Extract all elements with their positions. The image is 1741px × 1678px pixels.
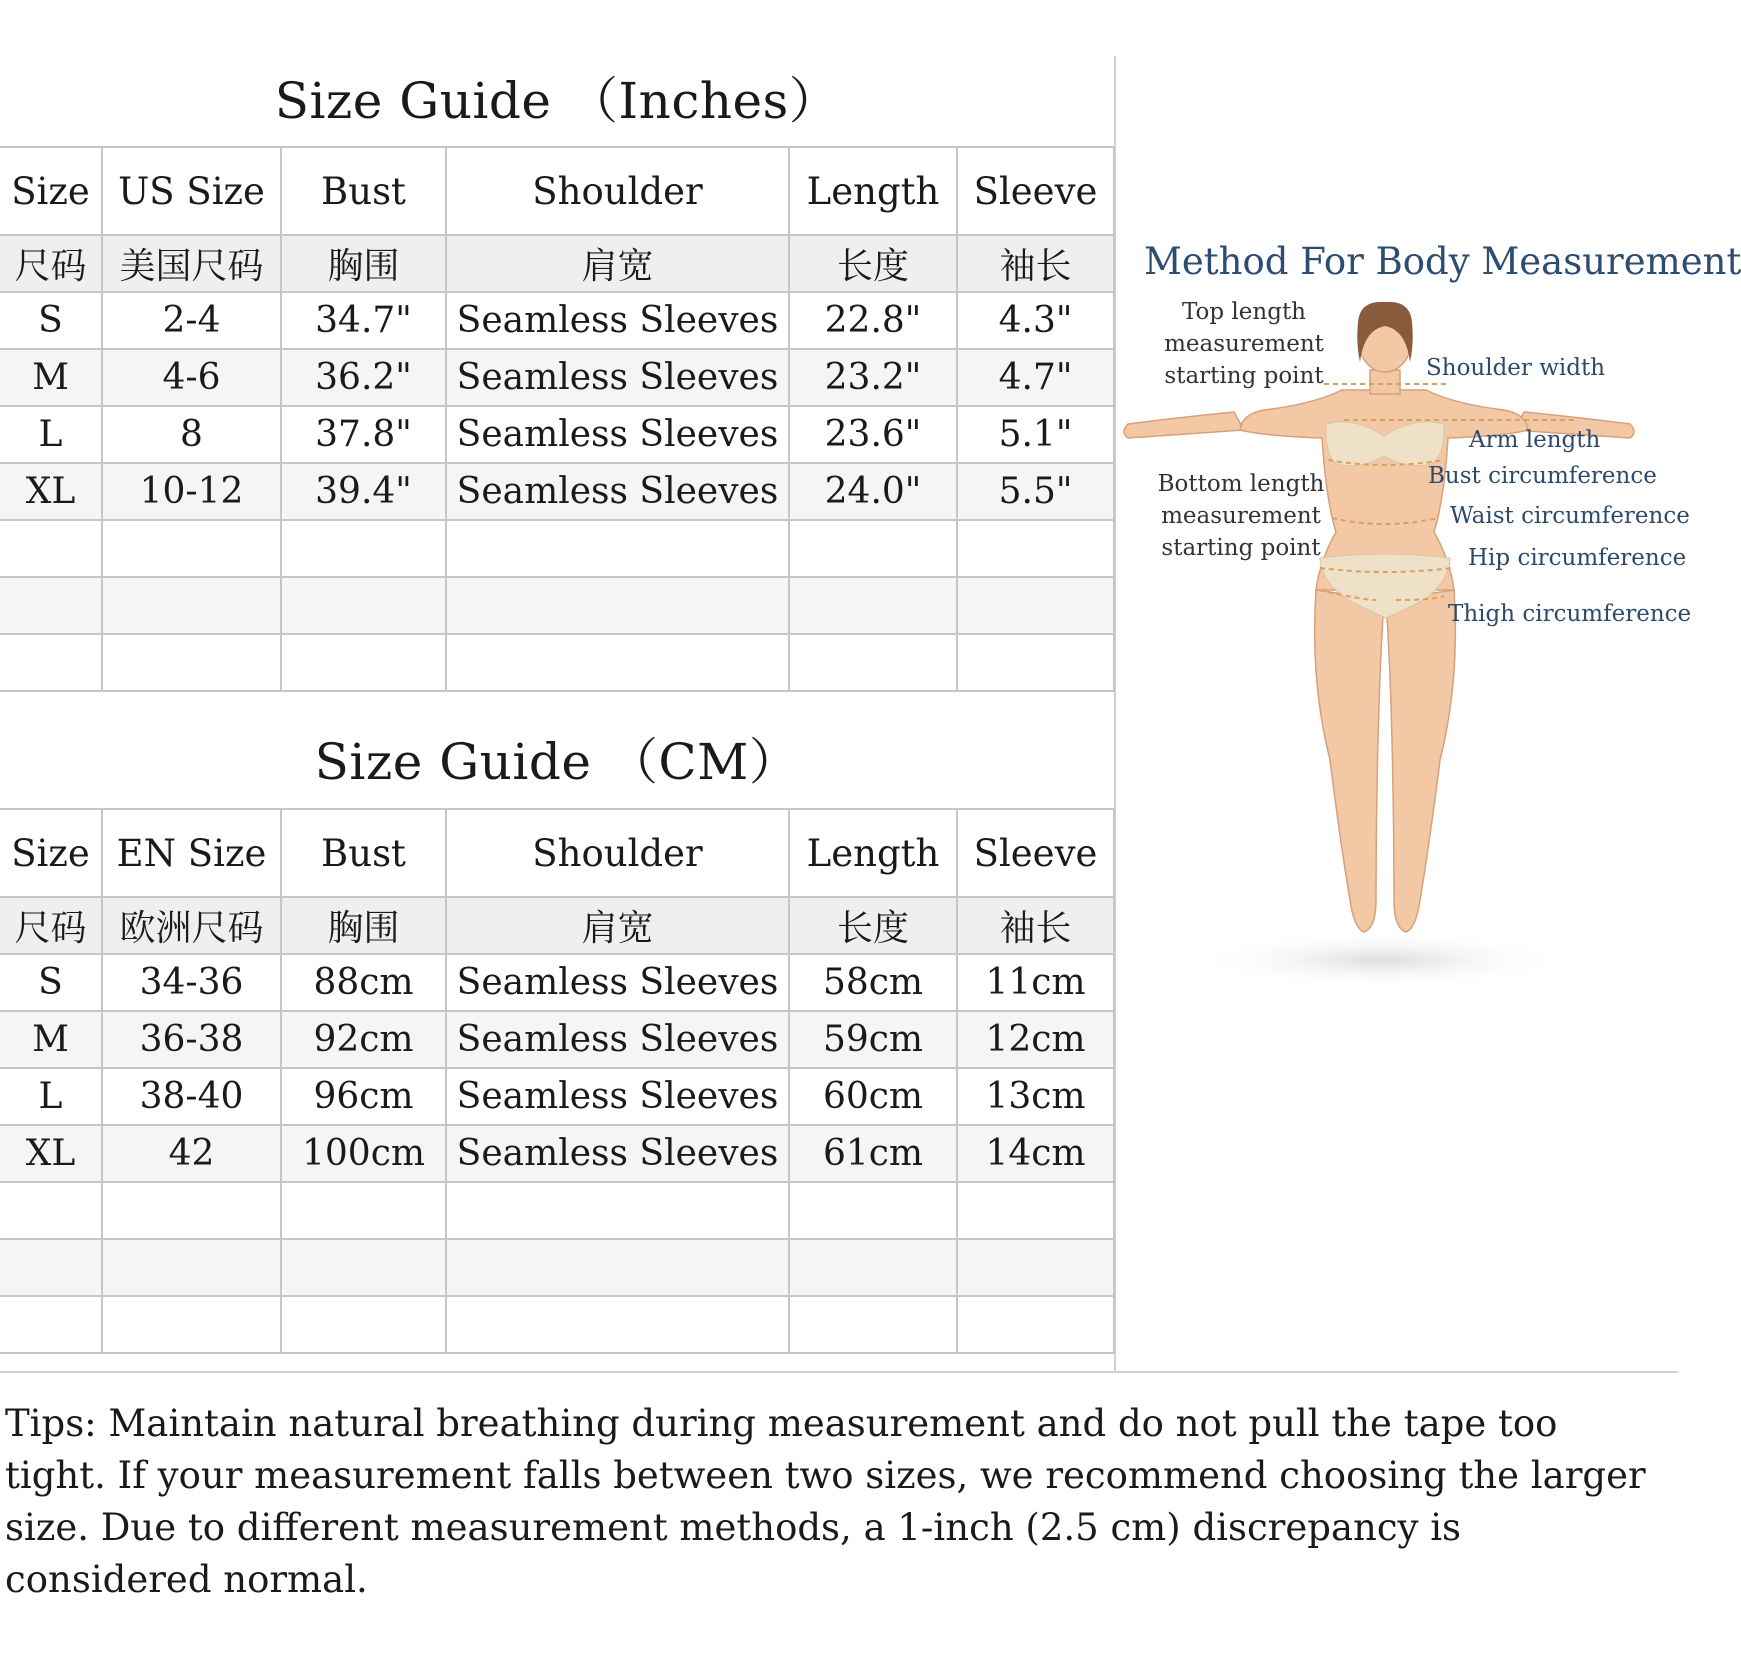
table-cell: 5.1" — [957, 406, 1114, 463]
table-cell: 39.4" — [281, 463, 446, 520]
header-row-chinese — [0, 235, 1114, 292]
table-cell: 14cm — [957, 1125, 1114, 1182]
table-cell: Seamless Sleeves — [446, 463, 789, 520]
table-cell: Seamless Sleeves — [446, 349, 789, 406]
tips-paragraph: Tips: Maintain natural breathing during measurement and do not pull the tape too tight. If your measurement falls between two sizes, we recommend choosing the larger size. Due to different measurement methods, a 1-inch (2.5 cm) discrepancy is considered normal. — [5, 1402, 1646, 1601]
table-row — [0, 463, 1114, 520]
table-cell: S — [0, 954, 102, 1011]
header-cell-zh: 美国尺码 — [102, 235, 281, 292]
table-cell: 23.6" — [789, 406, 957, 463]
table-row — [0, 1068, 1114, 1125]
header-row — [0, 809, 1114, 897]
table-cell: 38-40 — [102, 1068, 281, 1125]
table-cell: Seamless Sleeves — [446, 1068, 789, 1125]
table-cell: Seamless Sleeves — [446, 1125, 789, 1182]
table-cell: 12cm — [957, 1011, 1114, 1068]
thigh-circumference-label: Thigh circumference — [1448, 601, 1692, 627]
table-row — [0, 406, 1114, 463]
header-cell: Shoulder — [446, 147, 789, 235]
table-cell: 8 — [102, 406, 281, 463]
table-cell: 92cm — [281, 1011, 446, 1068]
table-cell: 4-6 — [102, 349, 281, 406]
size-guide-cm-title: Size Guide （CM） — [314, 733, 800, 791]
bottom-length-label: Bottom length measurement starting point — [1157, 471, 1325, 561]
empty-row — [0, 1182, 1114, 1239]
table-cell: 100cm — [281, 1125, 446, 1182]
table-cell: 4.3" — [957, 292, 1114, 349]
table-cell: Seamless Sleeves — [446, 1011, 789, 1068]
table-cell: 2-4 — [102, 292, 281, 349]
table-cell: 59cm — [789, 1011, 957, 1068]
table-cell: M — [0, 349, 102, 406]
header-cell: Length — [789, 147, 957, 235]
header-cell-zh: 胸围 — [281, 897, 446, 954]
size-guide-inches-title: Size Guide （Inches） — [274, 72, 840, 130]
header-cell: Shoulder — [446, 809, 789, 897]
top-length-label: Top length measurement starting point — [1164, 299, 1324, 389]
table-cell: 24.0" — [789, 463, 957, 520]
header-cell: Sleeve — [957, 809, 1114, 897]
header-cell: Bust — [281, 147, 446, 235]
header-cell-zh: 长度 — [789, 897, 957, 954]
table-cell: 11cm — [957, 954, 1114, 1011]
size-table-cm — [0, 808, 1115, 1354]
table-cell: 36.2" — [281, 349, 446, 406]
empty-row — [0, 1296, 1114, 1353]
table-cell: 36-38 — [102, 1011, 281, 1068]
table-cell: Seamless Sleeves — [446, 954, 789, 1011]
header-cell: EN Size — [102, 809, 281, 897]
body-figure-illustration — [1114, 300, 1678, 1000]
table-cell: 22.8" — [789, 292, 957, 349]
table-row — [0, 292, 1114, 349]
header-cell: Sleeve — [957, 147, 1114, 235]
table-cell: M — [0, 1011, 102, 1068]
floor-shadow — [1192, 932, 1572, 988]
header-cell-zh: 尺码 — [0, 235, 102, 292]
table-cell: 61cm — [789, 1125, 957, 1182]
table-cell: 96cm — [281, 1068, 446, 1125]
header-cell-zh: 肩宽 — [446, 235, 789, 292]
table-cell: S — [0, 292, 102, 349]
arm-length-label: Arm length — [1469, 427, 1601, 453]
table-row — [0, 349, 1114, 406]
header-cell-zh: 长度 — [789, 235, 957, 292]
empty-row — [0, 577, 1114, 634]
waist-circumference-label: Waist circumference — [1450, 503, 1690, 529]
bust-circumference-label: Bust circumference — [1428, 463, 1657, 489]
table-cell: L — [0, 406, 102, 463]
header-row — [0, 147, 1114, 235]
hip-circumference-label: Hip circumference — [1468, 545, 1687, 571]
table-cell: 5.5" — [957, 463, 1114, 520]
shoulder-width-label: Shoulder width — [1426, 355, 1606, 381]
header-cell: Length — [789, 809, 957, 897]
table-cell: Seamless Sleeves — [446, 406, 789, 463]
table-cell: L — [0, 1068, 102, 1125]
table-cell: 13cm — [957, 1068, 1114, 1125]
table-cell: 42 — [102, 1125, 281, 1182]
size-guide-inches — [0, 56, 1114, 692]
table-row — [0, 1125, 1114, 1182]
table-cell: 4.7" — [957, 349, 1114, 406]
table-cell: 88cm — [281, 954, 446, 1011]
table-cell: XL — [0, 1125, 102, 1182]
header-cell-zh: 胸围 — [281, 235, 446, 292]
header-cell-zh: 袖长 — [957, 897, 1114, 954]
horizontal-divider — [0, 1371, 1678, 1373]
measurement-method-panel — [1114, 0, 1741, 1371]
size-table-inches — [0, 146, 1115, 692]
method-title: Method For Body Measurement — [1144, 240, 1741, 283]
empty-row — [0, 634, 1114, 691]
empty-row — [0, 520, 1114, 577]
table-row — [0, 1011, 1114, 1068]
table-cell: 23.2" — [789, 349, 957, 406]
table-cell: 34.7" — [281, 292, 446, 349]
table-cell: 37.8" — [281, 406, 446, 463]
table-cell: Seamless Sleeves — [446, 292, 789, 349]
size-guide-cm — [0, 716, 1114, 1354]
header-cell: US Size — [102, 147, 281, 235]
header-cell-zh: 欧洲尺码 — [102, 897, 281, 954]
header-row-chinese — [0, 897, 1114, 954]
table-cell: 34-36 — [102, 954, 281, 1011]
header-cell-zh: 袖长 — [957, 235, 1114, 292]
table-cell: XL — [0, 463, 102, 520]
table-cell: 58cm — [789, 954, 957, 1011]
table-cell: 60cm — [789, 1068, 957, 1125]
table-cell: 10-12 — [102, 463, 281, 520]
header-cell-zh: 肩宽 — [446, 897, 789, 954]
header-cell-zh: 尺码 — [0, 897, 102, 954]
header-cell: Size — [0, 809, 102, 897]
header-cell: Size — [0, 147, 102, 235]
header-cell: Bust — [281, 809, 446, 897]
empty-row — [0, 1239, 1114, 1296]
table-row — [0, 954, 1114, 1011]
